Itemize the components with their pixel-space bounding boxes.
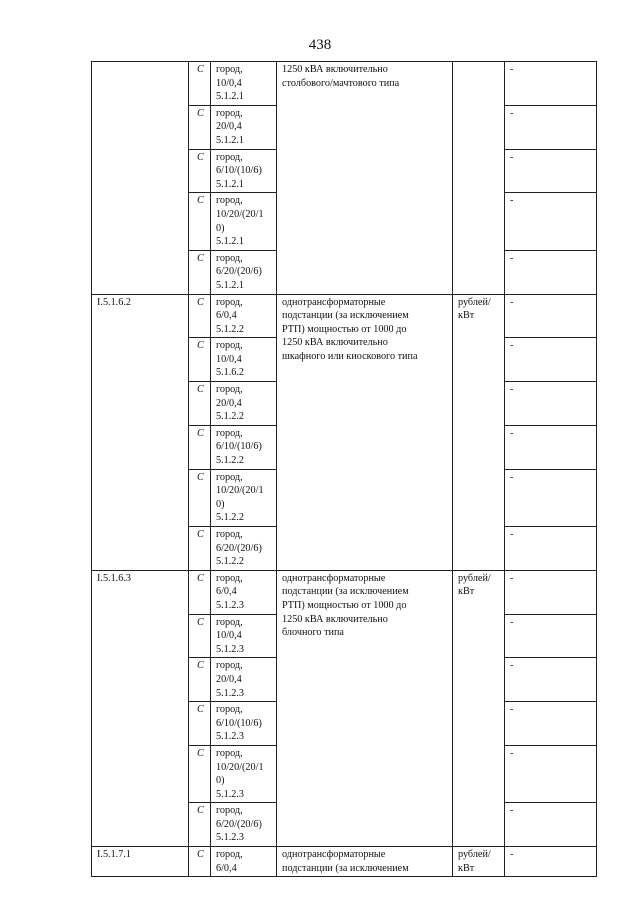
value-cell: [505, 193, 597, 250]
zone-line: 5.1.2.3: [216, 599, 245, 611]
description-line: столбового/мачтового типа: [282, 77, 400, 89]
description-line: шкафного или киоскового типа: [282, 350, 418, 362]
zone-line: 5.1.2.1: [216, 279, 245, 291]
zone-line: город,: [216, 64, 243, 75]
zone-line: город,: [216, 427, 243, 439]
category-label: C: [197, 427, 204, 439]
zone-cell: [211, 193, 277, 250]
description-line: РТП) мощностью от 1000 до: [282, 323, 407, 335]
zone-cell: [211, 847, 277, 877]
zone-line: город,: [216, 107, 243, 119]
category-cell: [189, 149, 211, 193]
value-cell: [505, 469, 597, 526]
zone-line: 6/10/(10/6): [216, 165, 262, 177]
zone-cell: [211, 294, 277, 338]
category-label: C: [197, 340, 204, 352]
zone-line: 5.1.2.3: [216, 687, 245, 699]
unit-line: рублей/: [458, 849, 491, 861]
section-code-cell: [92, 847, 189, 877]
value-cell: [505, 149, 597, 193]
description-line: однотрансформаторные: [282, 849, 386, 861]
value-text: -: [510, 252, 514, 264]
zone-cell: [211, 803, 277, 847]
category-label: C: [197, 805, 204, 817]
section-code: I.5.1.7.1: [97, 849, 131, 861]
value-text: -: [510, 747, 514, 759]
tariff-table-body: [92, 62, 597, 877]
value-text: -: [510, 616, 514, 628]
section-code-cell: [92, 294, 189, 570]
value-text: -: [510, 805, 514, 817]
description-line: блочного типа: [282, 627, 344, 639]
zone-line: 5.1.2.2: [216, 323, 245, 335]
zone-line: город,: [216, 572, 243, 584]
zone-line: город,: [216, 151, 243, 163]
zone-cell: [211, 338, 277, 382]
zone-line: 0): [216, 775, 225, 787]
description-line: РТП) мощностью от 1000 до: [282, 599, 407, 611]
zone-line: 6/20/(20/6): [216, 542, 262, 554]
value-text: -: [510, 296, 514, 308]
value-cell: [505, 658, 597, 702]
zone-cell: [211, 570, 277, 614]
table-row: [92, 294, 597, 338]
zone-cell: [211, 149, 277, 193]
zone-cell: [211, 702, 277, 746]
section-code: I.5.1.6.2: [97, 296, 131, 308]
zone-line: 6/10/(10/6): [216, 441, 262, 453]
category-label: C: [197, 64, 204, 75]
category-cell: [189, 469, 211, 526]
zone-cell: [211, 62, 277, 106]
zone-line: 20/0,4: [216, 397, 242, 409]
unit-line: рублей/: [458, 572, 491, 584]
zone-line: 10/0,4: [216, 630, 242, 642]
category-cell: [189, 250, 211, 294]
category-cell: [189, 382, 211, 426]
category-label: C: [197, 616, 204, 628]
value-text: -: [510, 529, 514, 540]
zone-line: 0): [216, 498, 225, 510]
value-text: -: [510, 427, 514, 439]
value-cell: [505, 527, 597, 571]
zone-line: город,: [216, 296, 243, 308]
zone-cell: [211, 382, 277, 426]
category-label: C: [197, 252, 204, 264]
zone-line: 0): [216, 222, 225, 234]
zone-line: 20/0,4: [216, 673, 242, 685]
value-text: -: [510, 151, 514, 163]
value-text: -: [510, 660, 514, 672]
zone-line: город,: [216, 616, 243, 628]
zone-line: 5.1.2.1: [216, 91, 245, 103]
zone-cell: [211, 527, 277, 571]
category-label: C: [197, 660, 204, 672]
category-cell: [189, 803, 211, 847]
zone-cell: [211, 425, 277, 469]
value-text: -: [510, 704, 514, 716]
section-code-cell: [92, 570, 189, 846]
value-text: -: [510, 107, 514, 119]
category-cell: [189, 658, 211, 702]
zone-line: 5.1.2.3: [216, 731, 245, 743]
description-line: подстанции (за исключением: [282, 862, 409, 874]
zone-line: 5.1.2.3: [216, 643, 245, 655]
description-cell: [277, 847, 453, 877]
description-line: 1250 кВА включительно: [282, 613, 388, 625]
category-cell: [189, 193, 211, 250]
category-cell: [189, 62, 211, 106]
category-cell: [189, 614, 211, 658]
unit-line: кВт: [458, 310, 475, 322]
value-text: -: [510, 849, 514, 861]
zone-line: 5.1.2.3: [216, 788, 245, 800]
zone-cell: [211, 250, 277, 294]
zone-cell: [211, 745, 277, 802]
category-label: C: [197, 747, 204, 759]
zone-line: город,: [216, 747, 243, 759]
unit-cell: [453, 62, 505, 295]
zone-line: 5.1.2.2: [216, 556, 245, 568]
zone-cell: [211, 658, 277, 702]
zone-line: 5.1.2.3: [216, 832, 245, 844]
value-cell: [505, 847, 597, 877]
zone-line: город,: [216, 340, 243, 352]
section-code: I.5.1.6.3: [97, 572, 131, 584]
table-row: [92, 570, 597, 614]
zone-line: 6/20/(20/6): [216, 266, 262, 278]
zone-line: город,: [216, 660, 243, 672]
category-label: C: [197, 195, 204, 207]
category-label: C: [197, 384, 204, 396]
description-line: однотрансформаторные: [282, 296, 386, 308]
category-cell: [189, 527, 211, 571]
zone-line: 6/20/(20/6): [216, 818, 262, 830]
value-text: -: [510, 340, 514, 352]
value-cell: [505, 250, 597, 294]
value-cell: [505, 382, 597, 426]
zone-line: город,: [216, 384, 243, 396]
zone-line: 10/20/(20/1: [216, 485, 264, 497]
category-label: C: [197, 151, 204, 163]
unit-cell: [453, 294, 505, 570]
zone-line: 5.1.6.2: [216, 367, 245, 379]
value-text: -: [510, 64, 514, 75]
value-text: -: [510, 471, 514, 483]
description-cell: [277, 294, 453, 570]
zone-line: 6/0,4: [216, 862, 237, 874]
zone-line: город,: [216, 805, 243, 817]
unit-line: кВт: [458, 586, 475, 598]
value-cell: [505, 614, 597, 658]
category-label: C: [197, 704, 204, 716]
category-cell: [189, 338, 211, 382]
value-cell: [505, 425, 597, 469]
value-text: -: [510, 195, 514, 207]
unit-line: рублей/: [458, 296, 491, 308]
category-label: C: [197, 296, 204, 308]
unit-cell: [453, 847, 505, 877]
description-cell: [277, 62, 453, 295]
category-cell: [189, 294, 211, 338]
zone-line: 6/0,4: [216, 586, 237, 598]
zone-line: 10/0,4: [216, 77, 242, 89]
category-label: C: [197, 529, 204, 540]
zone-line: 5.1.2.1: [216, 134, 245, 146]
value-text: -: [510, 572, 514, 584]
zone-line: 5.1.2.2: [216, 455, 245, 467]
value-cell: [505, 745, 597, 802]
page-number: 438: [308, 37, 332, 53]
zone-line: город,: [216, 529, 243, 540]
description-line: 1250 кВА включительно: [282, 337, 388, 349]
category-cell: [189, 847, 211, 877]
unit-line: кВт: [458, 862, 475, 874]
zone-line: город,: [216, 704, 243, 716]
zone-cell: [211, 469, 277, 526]
zone-line: 6/0,4: [216, 310, 237, 322]
category-cell: [189, 702, 211, 746]
description-cell: [277, 570, 453, 846]
category-label: C: [197, 849, 204, 861]
category-label: C: [197, 107, 204, 119]
zone-line: город,: [216, 849, 243, 861]
description-line: однотрансформаторные: [282, 572, 386, 584]
value-cell: [505, 62, 597, 106]
tariff-table: [91, 61, 597, 877]
zone-line: 5.1.2.1: [216, 178, 245, 190]
value-text: -: [510, 384, 514, 396]
category-cell: [189, 105, 211, 149]
zone-line: город,: [216, 195, 243, 207]
category-cell: [189, 425, 211, 469]
zone-line: город,: [216, 471, 243, 483]
table-row: [92, 847, 597, 877]
zone-line: 6/10/(10/6): [216, 717, 262, 729]
value-cell: [505, 570, 597, 614]
description-line: подстанции (за исключением: [282, 310, 409, 322]
zone-cell: [211, 614, 277, 658]
value-cell: [505, 105, 597, 149]
zone-line: 10/0,4: [216, 353, 242, 365]
category-label: C: [197, 572, 204, 584]
value-cell: [505, 338, 597, 382]
table-row: [92, 62, 597, 106]
description-line: 1250 кВА включительно: [282, 64, 388, 75]
zone-line: 5.1.2.1: [216, 236, 245, 248]
value-cell: [505, 702, 597, 746]
section-code-cell: [92, 62, 189, 295]
zone-line: 10/20/(20/1: [216, 761, 264, 773]
value-cell: [505, 803, 597, 847]
unit-cell: [453, 570, 505, 846]
zone-line: 20/0,4: [216, 121, 242, 133]
zone-cell: [211, 105, 277, 149]
category-cell: [189, 570, 211, 614]
zone-line: 10/20/(20/1: [216, 208, 264, 220]
zone-line: 5.1.2.2: [216, 512, 245, 524]
category-label: C: [197, 471, 204, 483]
value-cell: [505, 294, 597, 338]
zone-line: 5.1.2.2: [216, 411, 245, 423]
description-line: подстанции (за исключением: [282, 586, 409, 598]
category-cell: [189, 745, 211, 802]
zone-line: город,: [216, 252, 243, 264]
